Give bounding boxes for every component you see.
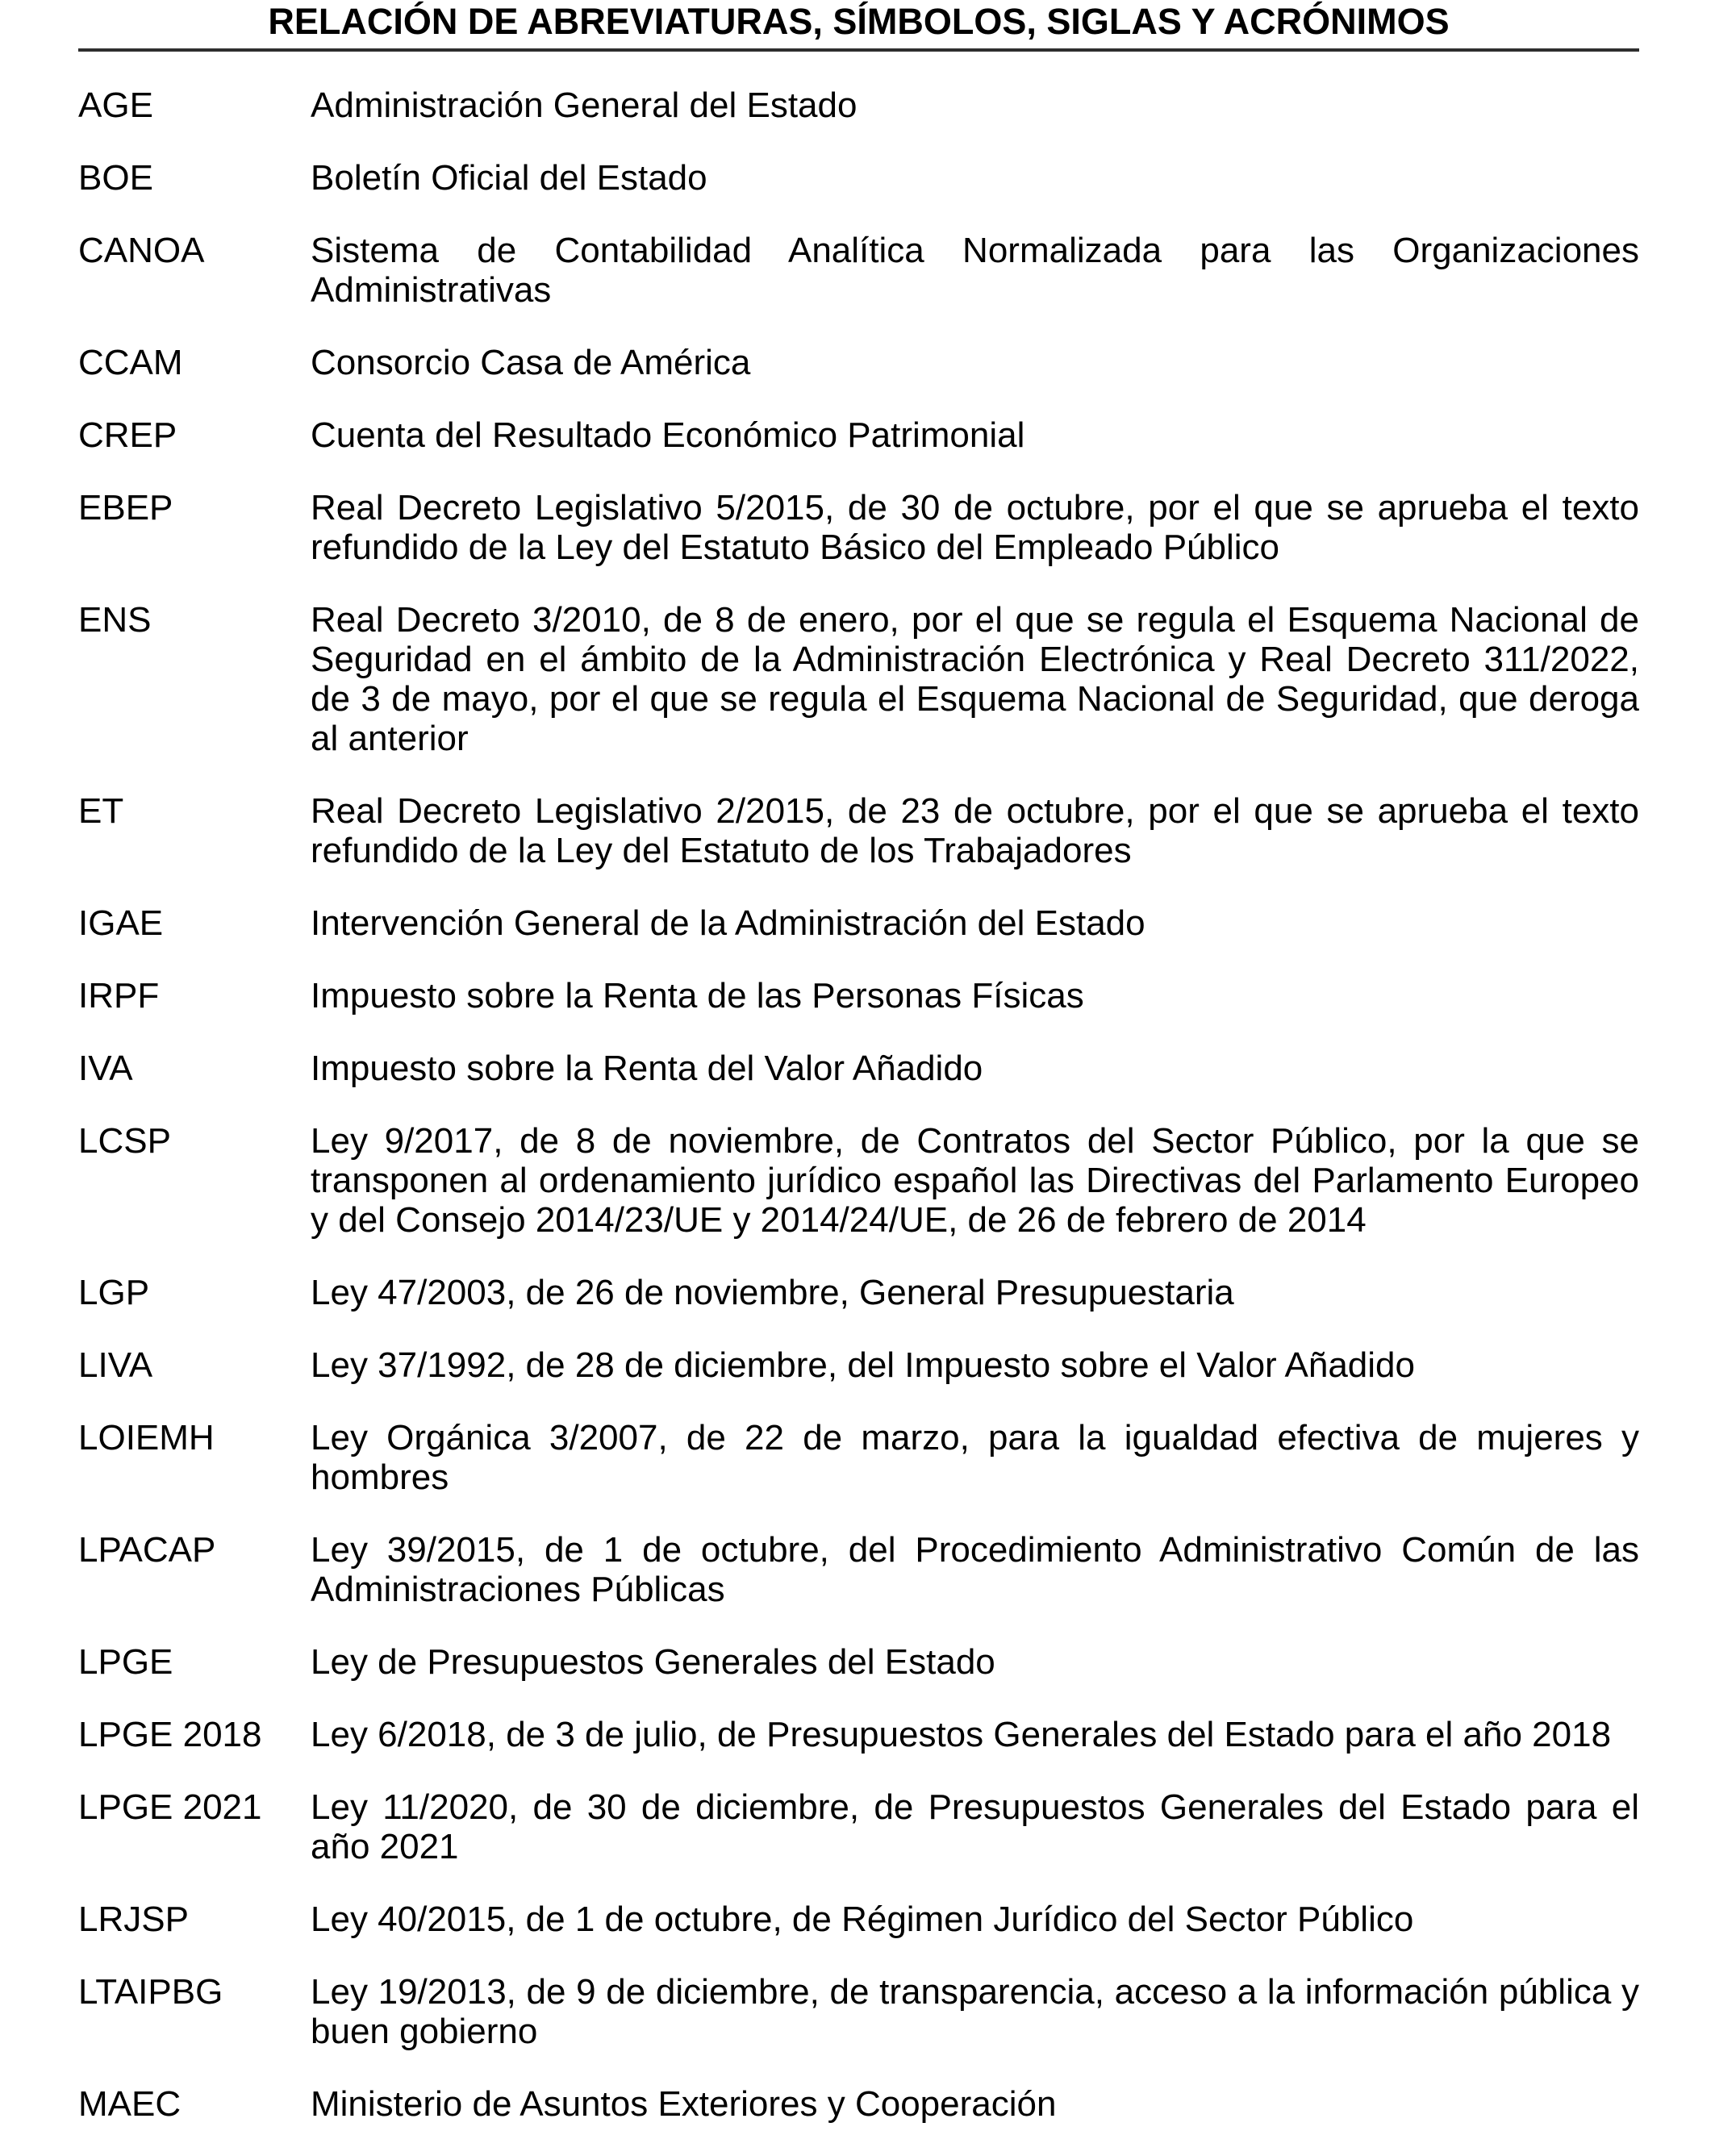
abbreviation-definition: Ministerio de Asuntos Exteriores y Cooperación [311, 2084, 1057, 2124]
abbreviation-row [78, 158, 1639, 198]
abbreviation-row [78, 415, 1639, 455]
abbreviation-row [78, 1900, 1639, 1939]
abbreviation-row [78, 1273, 1639, 1312]
abbreviation-term: BOE [78, 158, 153, 198]
abbreviation-row [78, 343, 1639, 382]
abbreviation-definition: Ley 37/1992, de 28 de diciembre, del Impuesto sobre el Valor Añadido [311, 1345, 1415, 1385]
page-header [78, 0, 1639, 52]
abbreviation-term: AGE [78, 85, 153, 125]
abbreviation-definition: Impuesto sobre la Renta del Valor Añadido [311, 1049, 983, 1088]
abbreviation-row [78, 2084, 1639, 2124]
abbreviation-term: LPGE [78, 1642, 173, 1682]
abbreviation-term: LPGE 2021 [78, 1787, 262, 1827]
abbreviation-row [78, 85, 1639, 125]
abbreviation-definition: Ley 39/2015, de 1 de octubre, del Procedimiento Administrativo Común de las Administraciones Públicas [311, 1530, 1639, 1609]
abbreviation-list [78, 85, 1639, 2124]
abbreviation-term: LIVA [78, 1345, 153, 1385]
abbreviation-term: IVA [78, 1049, 133, 1088]
abbreviation-definition: Ley 9/2017, de 8 de noviembre, de Contratos del Sector Público, por la que se transponen al ordenamiento jurídico español las Directivas del Parlamento Europeo y del Consejo 2014/23/UE y 2014/24/UE, de 26 de febrero de 2014 [311, 1121, 1639, 1240]
abbreviation-definition: Administración General del Estado [311, 85, 858, 125]
abbreviation-row [78, 903, 1639, 943]
abbreviation-term: ET [78, 791, 124, 831]
abbreviation-definition: Ley 40/2015, de 1 de octubre, de Régimen Jurídico del Sector Público [311, 1900, 1414, 1939]
abbreviation-row [78, 1715, 1639, 1754]
abbreviation-term: CCAM [78, 343, 183, 382]
abbreviation-term: CANOA [78, 231, 205, 270]
abbreviation-term: CREP [78, 415, 177, 455]
abbreviation-row [78, 488, 1639, 567]
abbreviation-definition: Consorcio Casa de América [311, 343, 751, 382]
abbreviation-term: LGP [78, 1273, 150, 1312]
abbreviation-row [78, 231, 1639, 310]
abbreviation-term: EBEP [78, 488, 173, 528]
abbreviation-definition: Ley Orgánica 3/2007, de 22 de marzo, para la igualdad efectiva de mujeres y hombres [311, 1418, 1639, 1497]
abbreviation-definition: Impuesto sobre la Renta de las Personas Físicas [311, 976, 1084, 1015]
abbreviation-definition: Real Decreto Legislativo 2/2015, de 23 de octubre, por el que se aprueba el texto refundido de la Ley del Estatuto de los Trabajadores [311, 791, 1639, 870]
abbreviation-definition: Boletín Oficial del Estado [311, 158, 707, 198]
abbreviation-term: LTAIPBG [78, 1972, 223, 2012]
abbreviation-definition: Cuenta del Resultado Económico Patrimonial [311, 415, 1025, 455]
abbreviation-definition: Ley 47/2003, de 26 de noviembre, General Presupuestaria [311, 1273, 1234, 1312]
abbreviation-definition: Real Decreto 3/2010, de 8 de enero, por el que se regula el Esquema Nacional de Seguridad en el ámbito de la Administración Electrónica y Real Decreto 311/2022, de 3 de mayo, por el que se regula el Esquema Nacional de Seguridad, que deroga al anterior [311, 600, 1639, 758]
abbreviation-definition: Ley 6/2018, de 3 de julio, de Presupuestos Generales del Estado para el año 2018 [311, 1715, 1612, 1754]
abbreviation-row [78, 976, 1639, 1015]
abbreviation-term: LRJSP [78, 1900, 189, 1939]
abbreviation-row [78, 1787, 1639, 1866]
abbreviation-definition: Intervención General de la Administración del Estado [311, 903, 1145, 943]
abbreviation-definition: Sistema de Contabilidad Analítica Normalizada para las Organizaciones Administrativas [311, 231, 1639, 310]
abbreviation-term: LOIEMH [78, 1418, 215, 1457]
abbreviation-row [78, 1049, 1639, 1088]
abbreviation-term: IRPF [78, 976, 160, 1015]
abbreviation-definition: Real Decreto Legislativo 5/2015, de 30 de octubre, por el que se aprueba el texto refundido de la Ley del Estatuto Básico del Empleado Público [311, 488, 1639, 567]
abbreviation-row [78, 1418, 1639, 1497]
abbreviation-row [78, 600, 1639, 758]
abbreviation-term: LPACAP [78, 1530, 216, 1570]
abbreviation-row [78, 1345, 1639, 1385]
abbreviation-row [78, 1530, 1639, 1609]
abbreviation-term: LCSP [78, 1121, 171, 1161]
abbreviation-term: IGAE [78, 903, 164, 943]
abbreviation-row [78, 1642, 1639, 1682]
abbreviation-row [78, 791, 1639, 870]
abbreviation-definition: Ley de Presupuestos Generales del Estado [311, 1642, 995, 1682]
abbreviation-row [78, 1121, 1639, 1240]
abbreviation-definition: Ley 19/2013, de 9 de diciembre, de transparencia, acceso a la información pública y buen gobierno [311, 1972, 1639, 2051]
abbreviation-row [78, 1972, 1639, 2051]
abbreviation-term: MAEC [78, 2084, 182, 2124]
abbreviation-term: LPGE 2018 [78, 1715, 262, 1754]
page-title: RELACIÓN DE ABREVIATURAS, SÍMBOLOS, SIGLAS Y ACRÓNIMOS [268, 1, 1450, 42]
abbreviation-term: ENS [78, 600, 152, 640]
abbreviation-definition: Ley 11/2020, de 30 de diciembre, de Presupuestos Generales del Estado para el año 2021 [311, 1787, 1639, 1866]
